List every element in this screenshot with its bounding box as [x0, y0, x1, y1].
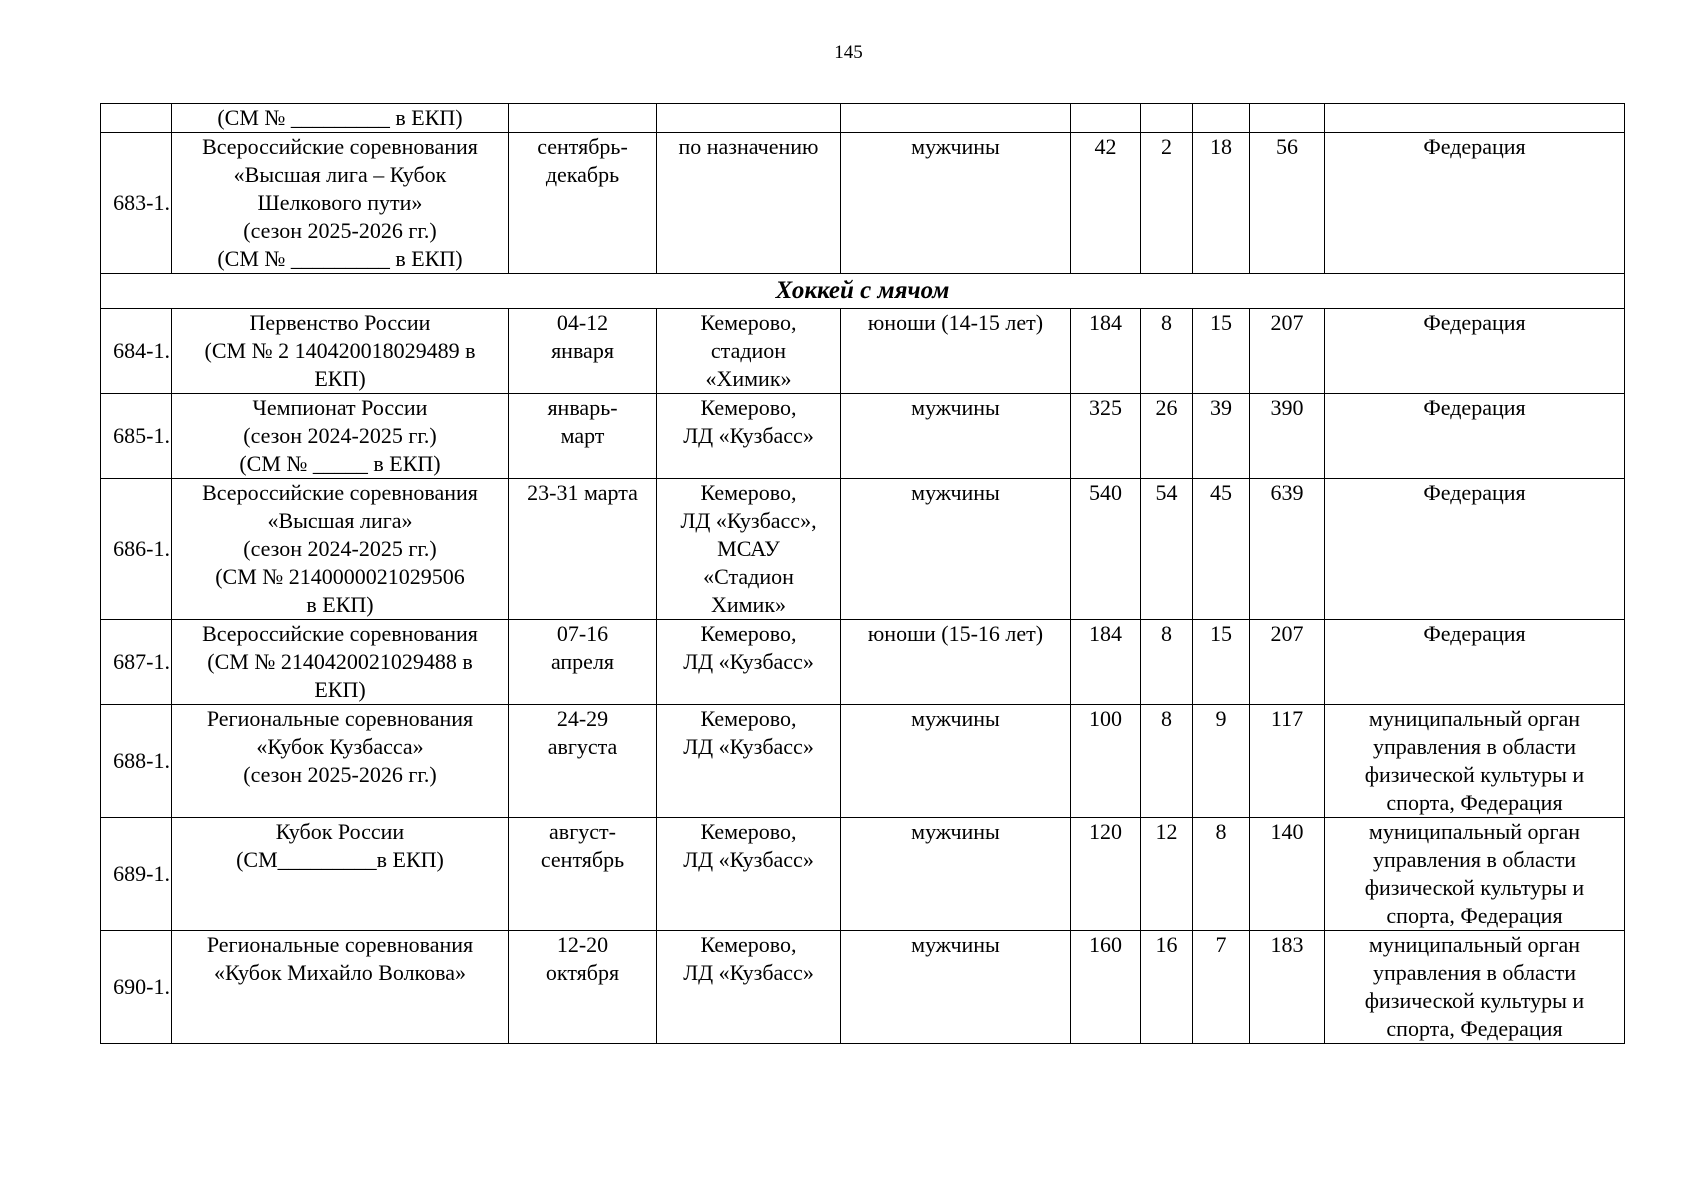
- count-2: 12: [1141, 818, 1193, 931]
- organizer: Федерация: [1325, 394, 1625, 479]
- event-place: по назначению: [657, 133, 841, 274]
- participant-group: мужчины: [841, 818, 1071, 931]
- organizer: муниципальный орган управления в области физической культуры и спорта, Федерация: [1325, 818, 1625, 931]
- event-name: (СМ № _________ в ЕКП): [172, 104, 509, 133]
- event-name: Всероссийские соревнования (СМ № 2140420021029488 в ЕКП): [172, 620, 509, 705]
- count-1: 184: [1071, 309, 1141, 394]
- event-name: Чемпионат России (сезон 2024-2025 гг.) (СМ № _____ в ЕКП): [172, 394, 509, 479]
- event-dates: сентябрь- декабрь: [509, 133, 657, 274]
- row-number: 690-1.: [101, 931, 172, 1044]
- row-number: 685-1.: [101, 394, 172, 479]
- count-3: 8: [1193, 818, 1250, 931]
- count-total: 639: [1250, 479, 1325, 620]
- table-row: [101, 818, 1625, 931]
- count-3: 15: [1193, 620, 1250, 705]
- event-dates: 24-29 августа: [509, 705, 657, 818]
- count-3: 15: [1193, 309, 1250, 394]
- organizer: Федерация: [1325, 479, 1625, 620]
- organizer: муниципальный орган управления в области физической культуры и спорта, Федерация: [1325, 705, 1625, 818]
- count-total: 117: [1250, 705, 1325, 818]
- count-2: 16: [1141, 931, 1193, 1044]
- event-place: Кемерово, ЛД «Кузбасс»: [657, 394, 841, 479]
- count-2: 54: [1141, 479, 1193, 620]
- participant-group: мужчины: [841, 133, 1071, 274]
- event-dates: август- сентябрь: [509, 818, 657, 931]
- organizer: Федерация: [1325, 309, 1625, 394]
- count-3: 39: [1193, 394, 1250, 479]
- event-place: Кемерово, ЛД «Кузбасс», МСАУ «Стадион Химик»: [657, 479, 841, 620]
- table-row: [101, 394, 1625, 479]
- section-title: Хоккей с мячом: [101, 274, 1625, 309]
- table-row: [101, 931, 1625, 1044]
- event-place: Кемерово, ЛД «Кузбасс»: [657, 620, 841, 705]
- organizer: муниципальный орган управления в области физической культуры и спорта, Федерация: [1325, 931, 1625, 1044]
- section-row: [101, 274, 1625, 309]
- count-1: 160: [1071, 931, 1141, 1044]
- organizer: Федерация: [1325, 620, 1625, 705]
- event-place: Кемерово, ЛД «Кузбасс»: [657, 931, 841, 1044]
- table-row: [101, 620, 1625, 705]
- count-3: 7: [1193, 931, 1250, 1044]
- row-number: 687-1.: [101, 620, 172, 705]
- event-place: Кемерово, стадион «Химик»: [657, 309, 841, 394]
- count-3: 45: [1193, 479, 1250, 620]
- event-name: Региональные соревнования «Кубок Кузбасса» (сезон 2025-2026 гг.): [172, 705, 509, 818]
- row-number: 688-1.: [101, 705, 172, 818]
- table-row: [101, 104, 1625, 133]
- count-total: 183: [1250, 931, 1325, 1044]
- event-name: Всероссийские соревнования «Высшая лига – Кубок Шелкового пути» (сезон 2025-2026 гг.) (СМ № _________ в ЕКП): [172, 133, 509, 274]
- event-dates: январь- март: [509, 394, 657, 479]
- participant-group: мужчины: [841, 931, 1071, 1044]
- count-1: 540: [1071, 479, 1141, 620]
- table-row: [101, 479, 1625, 620]
- table-row: [101, 309, 1625, 394]
- row-number: 686-1.: [101, 479, 172, 620]
- count-2: 2: [1141, 133, 1193, 274]
- row-number: 683-1.: [101, 133, 172, 274]
- count-1: 100: [1071, 705, 1141, 818]
- events-table: [100, 103, 1625, 1044]
- count-1: 120: [1071, 818, 1141, 931]
- organizer: Федерация: [1325, 133, 1625, 274]
- table-row: [101, 133, 1625, 274]
- participant-group: юноши (14-15 лет): [841, 309, 1071, 394]
- count-2: 8: [1141, 620, 1193, 705]
- row-number: 684-1.: [101, 309, 172, 394]
- event-dates: 07-16 апреля: [509, 620, 657, 705]
- count-total: 390: [1250, 394, 1325, 479]
- participant-group: мужчины: [841, 705, 1071, 818]
- count-3: 18: [1193, 133, 1250, 274]
- event-dates: 12-20 октября: [509, 931, 657, 1044]
- event-name: Региональные соревнования «Кубок Михайло Волкова»: [172, 931, 509, 1044]
- event-dates: 23-31 марта: [509, 479, 657, 620]
- event-name: Кубок России (СМ_________в ЕКП): [172, 818, 509, 931]
- page-number: 145: [834, 42, 863, 63]
- event-place: Кемерово, ЛД «Кузбасс»: [657, 705, 841, 818]
- event-place: Кемерово, ЛД «Кузбасс»: [657, 818, 841, 931]
- count-2: 26: [1141, 394, 1193, 479]
- count-3: 9: [1193, 705, 1250, 818]
- count-total: 207: [1250, 620, 1325, 705]
- count-1: 325: [1071, 394, 1141, 479]
- event-name: Всероссийские соревнования «Высшая лига» (сезон 2024-2025 гг.) (СМ № 2140000021029506 в ЕКП): [172, 479, 509, 620]
- count-2: 8: [1141, 309, 1193, 394]
- row-number: 689-1.: [101, 818, 172, 931]
- participant-group: юноши (15-16 лет): [841, 620, 1071, 705]
- participant-group: мужчины: [841, 479, 1071, 620]
- table-row: [101, 705, 1625, 818]
- count-2: 8: [1141, 705, 1193, 818]
- event-name: Первенство России (СМ № 2 140420018029489 в ЕКП): [172, 309, 509, 394]
- count-1: 184: [1071, 620, 1141, 705]
- count-total: 207: [1250, 309, 1325, 394]
- count-1: 42: [1071, 133, 1141, 274]
- count-total: 56: [1250, 133, 1325, 274]
- participant-group: мужчины: [841, 394, 1071, 479]
- count-total: 140: [1250, 818, 1325, 931]
- event-dates: 04-12 января: [509, 309, 657, 394]
